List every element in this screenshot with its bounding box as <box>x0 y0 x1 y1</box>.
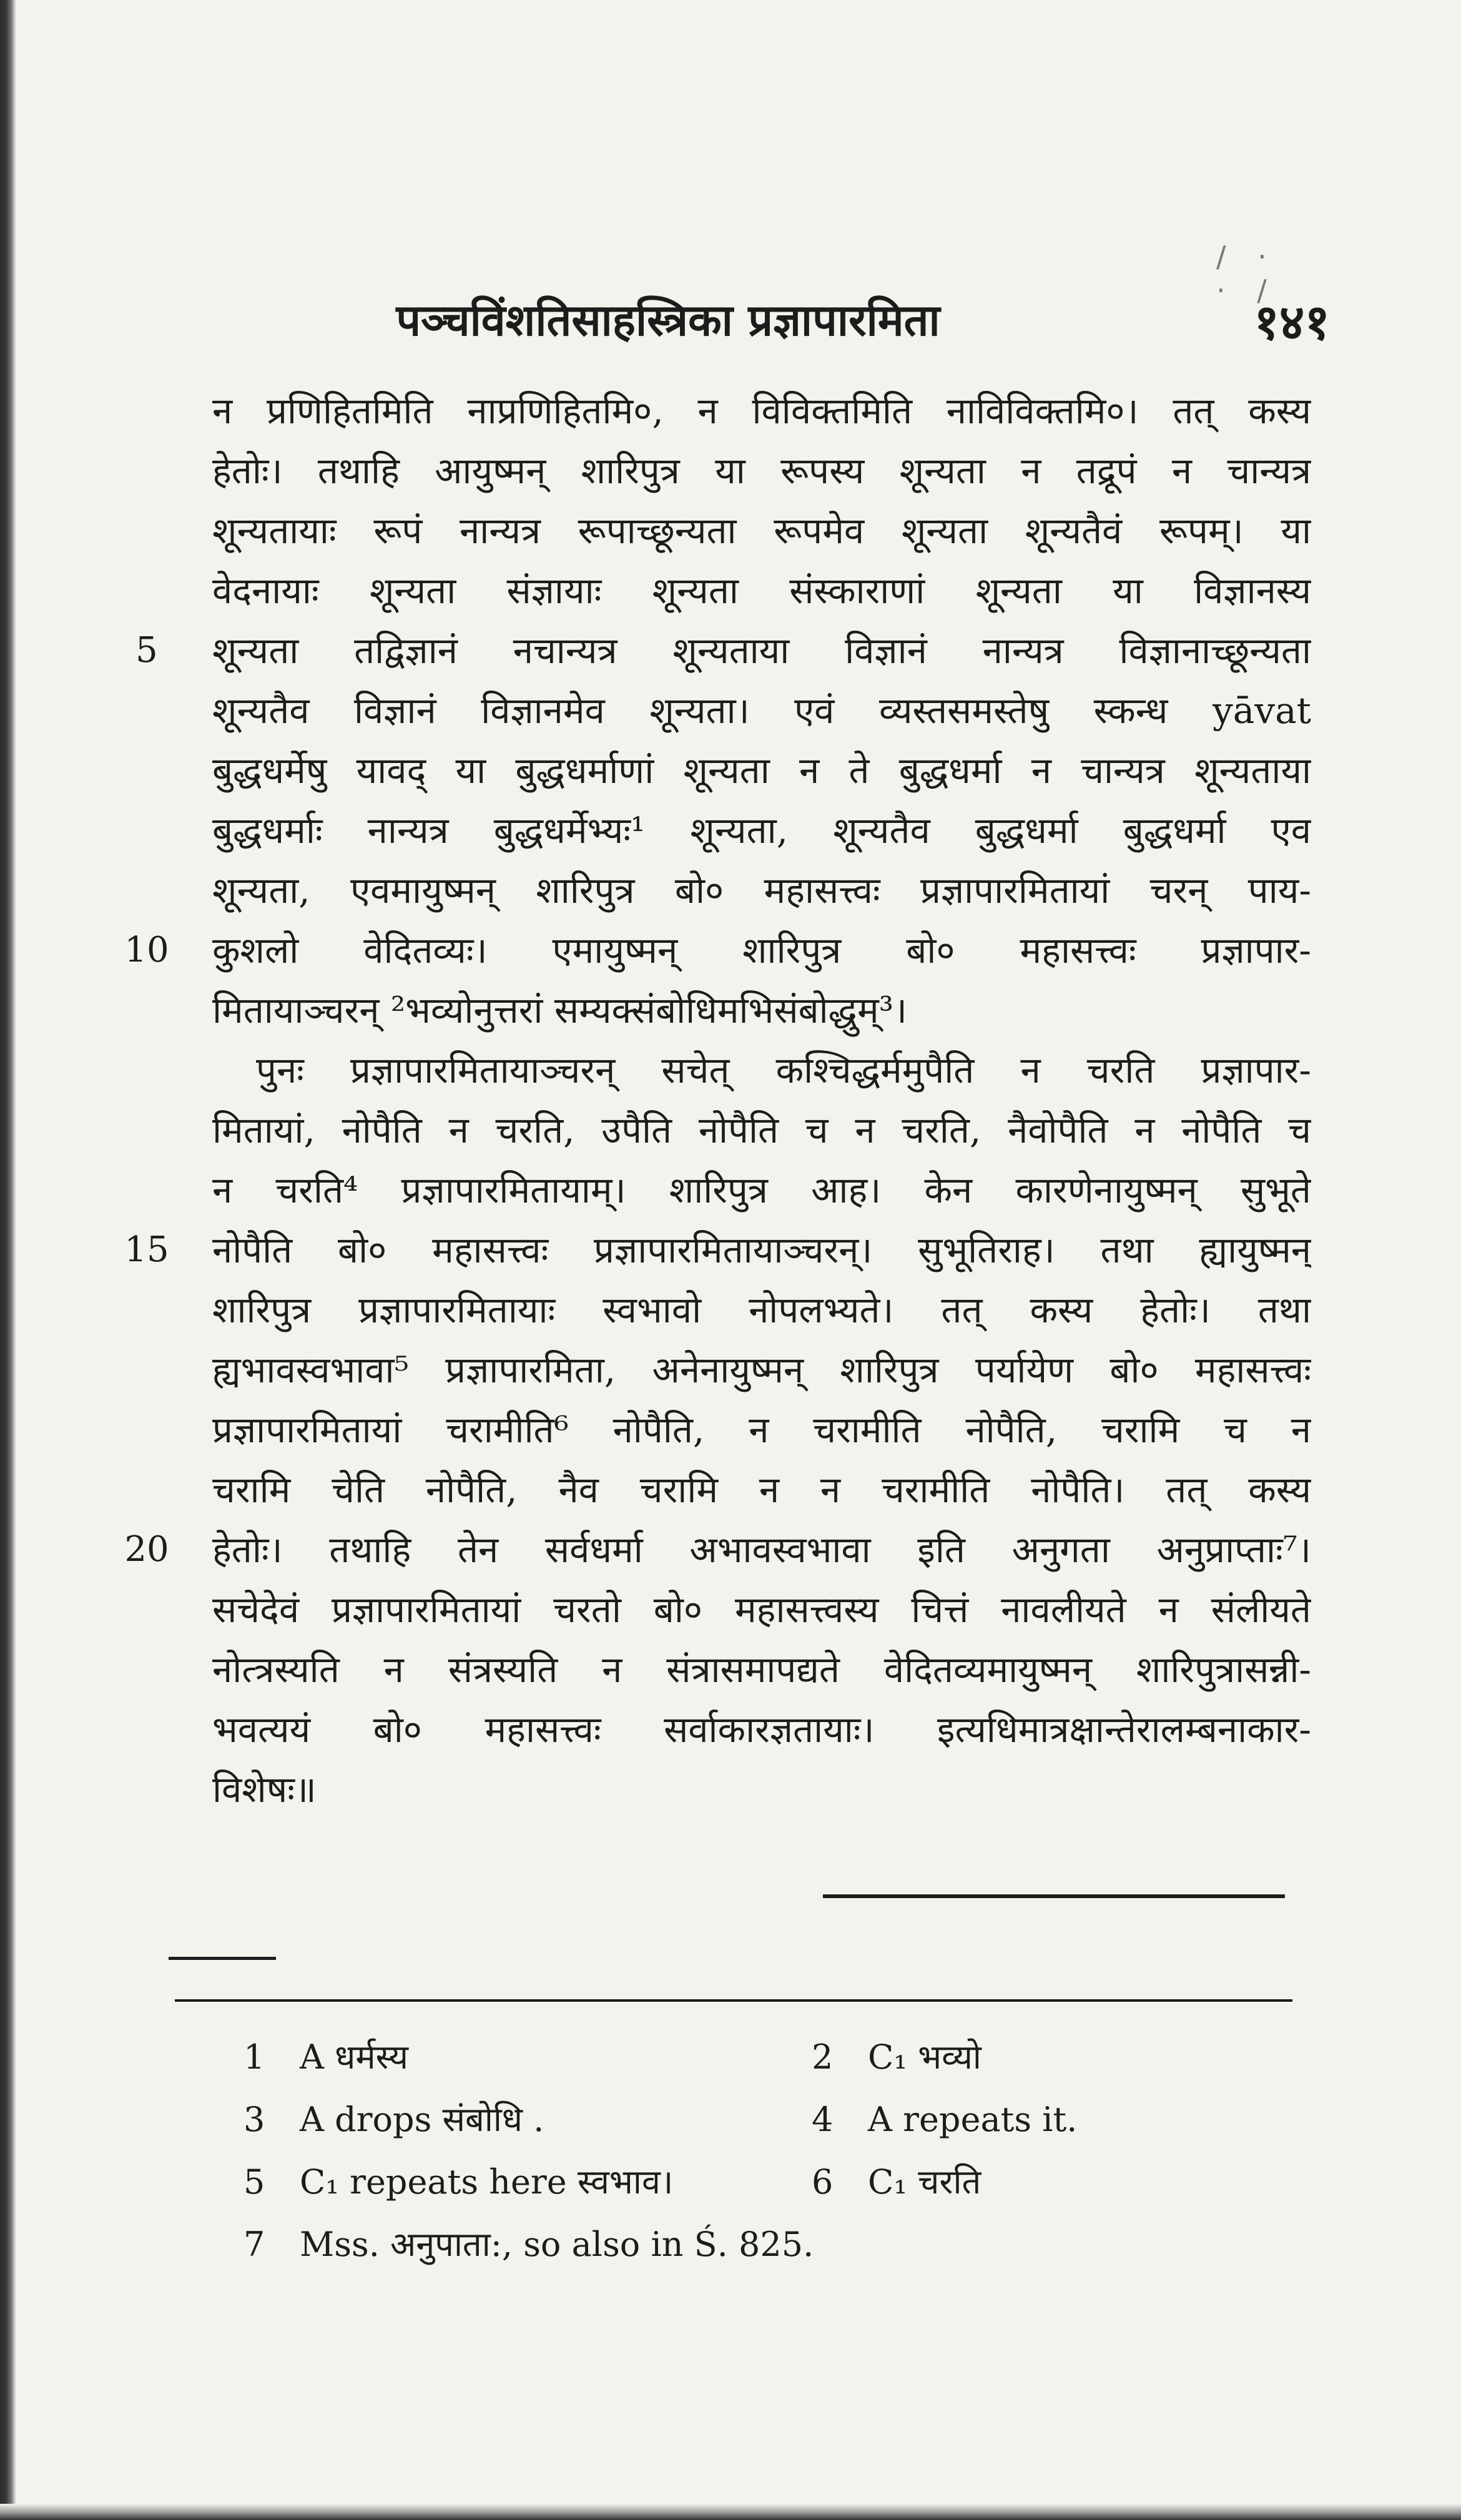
text-line: नोपैति बो० महासत्त्वः प्रज्ञापारमितायाञ्चरन्। सुभूतिराह। तथा ह्यायुष्मन् <box>212 1229 1311 1271</box>
text-line: शून्यता, एवमायुष्मन् शारिपुत्र बो० महासत्त्वः प्रज्ञापारमितायां चरन् पाय- <box>212 869 1311 912</box>
text-line: शून्यतैव विज्ञानं विज्ञानमेव शून्यता। एवं व्यस्तसमस्तेषु स्कन्ध yāvat <box>212 689 1311 732</box>
text-line: हेतोः। तथाहि आयुष्मन् शारिपुत्र या रूपस्य शून्यता न तद्रूपं न चान्यत्र <box>212 450 1311 492</box>
text-line: सचेदेवं प्रज्ञापारमितायां चरतो बो० महासत्त्वस्य चित्तं नावलीयते न संलीयते <box>212 1588 1311 1631</box>
text-line: भवत्ययं बो० महासत्त्वः सर्वाकारज्ञतायाः। इत्यधिमात्रक्षान्तेरालम्बनाकार- <box>212 1708 1311 1751</box>
footnote-text: C₁ repeats here स्वभाव। <box>300 2162 674 2202</box>
text-line: मितायाञ्चरन् ²भव्योनुत्तरां सम्यक्संबोधिमभिसंबोद्धुम्³। <box>212 989 907 1031</box>
line-number: 10 <box>124 930 169 970</box>
text-line: हेतोः। तथाहि तेन सर्वधर्मा अभावस्वभावा इति अनुगता अनुप्राप्ताः⁷। <box>212 1528 1311 1571</box>
footnote-text: A drops संबोधि . <box>300 2100 544 2139</box>
footnote-number: 5 <box>244 2162 265 2202</box>
text-line: ह्यभावस्वभावा⁵ प्रज्ञापारमिता, अनेनायुष्मन् शारिपुत्र पर्यायेण बो० महासत्त्वः <box>212 1349 1311 1391</box>
text-line: शारिपुत्र प्रज्ञापारमितायाः स्वभावो नोपलभ्यते। तत् कस्य हेतोः। तथा <box>212 1289 1311 1331</box>
footnote <box>812 2092 1077 2148</box>
footnote <box>812 2154 981 2210</box>
footnote-text: A repeats it. <box>868 2100 1078 2139</box>
text-line: पुनः प्रज्ञापारमितायाञ्चरन् सचेत् कश्चिद्धर्ममुपैति न चरति प्रज्ञापार- <box>256 1049 1311 1091</box>
footnote <box>244 2217 814 2273</box>
text-line: बुद्धधर्मेषु यावद् या बुद्धधर्माणां शून्यता न ते बुद्धधर्मा न चान्यत्र शून्यताया <box>212 749 1311 792</box>
footnote-text: A धर्मस्य <box>300 2037 408 2077</box>
text-line: नोत्त्रस्यति न संत्रस्यति न संत्रासमापद्यते वेदितव्यमायुष्मन् शारिपुत्रासन्नी- <box>212 1648 1311 1691</box>
text-underline <box>823 1894 1285 1898</box>
line-number: 15 <box>124 1229 169 1270</box>
footnote-number: 6 <box>812 2162 834 2202</box>
footnote <box>244 2154 673 2210</box>
running-head: पञ्चविंशतिसाहस्त्रिका प्रज्ञापारमिता <box>396 294 940 346</box>
footnote-text: C₁ चरति <box>868 2162 981 2202</box>
line-number: 20 <box>124 1529 169 1570</box>
footnote-number: 3 <box>244 2100 265 2139</box>
line-number: 5 <box>135 630 158 671</box>
book-binding-edge <box>0 0 16 2520</box>
page-bottom-edge <box>0 2504 1461 2520</box>
footnote-text: C₁ भव्यो <box>868 2037 981 2077</box>
text-line: चरामि चेति नोपैति, नैव चरामि न न चरामीति नोपैति। तत् कस्य <box>212 1469 1311 1511</box>
text-line: कुशलो वेदितव्यः। एमायुष्मन् शारिपुत्र बो० महासत्त्वः प्रज्ञापार- <box>212 929 1311 972</box>
footnote <box>812 2029 981 2085</box>
text-line: न प्रणिहितमिति नाप्रणिहितमि०, न विविक्तमिति नाविविक्तमि०। तत् कस्य <box>212 390 1311 432</box>
text-underline <box>169 1957 276 1960</box>
footnote-text: Mss. अनुपाता:, so also in Ś. 825. <box>300 2225 814 2264</box>
text-line: प्रज्ञापारमितायां चरामीति⁶ नोपैति, न चरामीति नोपैति, चरामि च न <box>212 1409 1311 1451</box>
footnote-number: 4 <box>812 2100 834 2139</box>
footnote-number: 1 <box>244 2037 265 2077</box>
text-line: वेदनायाः शून्यता संज्ञायाः शून्यता संस्काराणां शून्यता या विज्ञानस्य <box>212 569 1311 612</box>
page-number: १४१ <box>1254 294 1330 351</box>
text-line: शून्यता तद्विज्ञानं नचान्यत्र शून्यताया विज्ञानं नान्यत्र विज्ञानाच्छून्यता <box>212 629 1311 672</box>
text-line: शून्यतायाः रूपं नान्यत्र रूपाच्छून्यता रूपमेव शून्यता शून्यतैवं रूपम्। या <box>212 509 1311 552</box>
text-line: न चरति⁴ प्रज्ञापारमितायाम्। शारिपुत्र आह। केन कारणेनायुष्मन् सुभूते <box>212 1169 1311 1211</box>
footnote <box>244 2029 408 2085</box>
text-line: बुद्धधर्माः नान्यत्र बुद्धधर्मेभ्यः¹ शून्यता, शून्यतैव बुद्धधर्मा बुद्धधर्मा एव <box>212 809 1311 852</box>
text-line: विशेषः॥ <box>212 1768 317 1811</box>
text-line: मितायां, नोपैति न चरति, उपैति नोपैति च न चरति, नैवोपैति न नोपैति च <box>212 1109 1311 1151</box>
footnote-number: 7 <box>244 2225 265 2264</box>
pencil-mark: / · · / <box>1216 240 1278 307</box>
footnote-number: 2 <box>812 2037 834 2077</box>
footnote <box>244 2092 544 2148</box>
footnote-rule <box>175 1999 1292 2002</box>
